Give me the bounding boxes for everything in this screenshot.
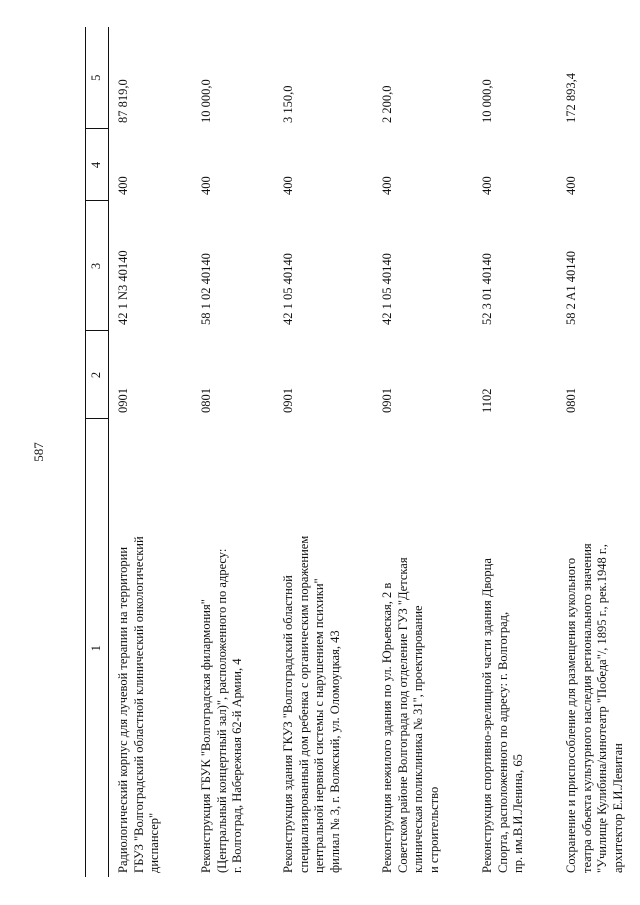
budget-table [85, 27, 640, 877]
name-line: Советском районе Волгограда под отделение ГУЗ "Детская [395, 557, 410, 873]
name-line: Реконструкция ГБУК "Волгоградская филармония" [199, 599, 213, 873]
expense-type-code: 400 [116, 176, 130, 195]
name-line: театра объекта культурного наследия регионального значения [579, 543, 594, 873]
name-line: архитектор Е.И.Левитан [610, 743, 625, 873]
name-line: (Центральный концертный зал)", расположенного по адресу: [214, 548, 229, 873]
name-line: пр. им.В.И.Ленина, 65 [511, 754, 525, 873]
object-name [373, 419, 473, 877]
amount: 10 000,0 [480, 79, 494, 123]
section-code: 0901 [380, 388, 394, 413]
name-line: "Училище Кулибина/кинотеатр "Победа"/, 1895 г., рек.1948 г., [595, 544, 609, 873]
name-line: Реконструкция здания ГКУЗ "Волгоградский областной [281, 575, 295, 873]
expense-type-code: 400 [380, 176, 394, 195]
section-code: 0801 [564, 388, 578, 413]
expense-type-code: 400 [199, 176, 213, 195]
table-row [274, 27, 373, 877]
name-line: ГБУЗ "Волгоградский областной клинический онкологический [131, 536, 146, 873]
section-code: 1102 [480, 388, 494, 413]
expense-type-code: 400 [564, 176, 578, 195]
object-name [274, 419, 373, 877]
amount: 10 000,0 [199, 79, 213, 123]
table-header [86, 27, 109, 877]
target-article-code: 42 1 05 40140 [281, 253, 295, 325]
header-col-5: 5 [86, 27, 109, 129]
page-number: 587 [31, 442, 46, 462]
name-line: Реконструкция спортивно-зрелищной части здания Дворца [480, 558, 494, 873]
object-name [192, 419, 274, 877]
target-article-code: 58 1 02 40140 [199, 253, 213, 325]
object-name [473, 419, 557, 877]
section-code: 0901 [281, 388, 295, 413]
name-line: филиал № 3, г. Волжский, ул. Оломоуцкая, 43 [327, 630, 342, 873]
target-article-code: 42 1 05 40140 [380, 253, 394, 325]
table-row [192, 27, 274, 877]
target-article-code: 42 1 N3 40140 [116, 250, 130, 325]
name-line: специализированный дом ребенка с органическим поражением [296, 535, 311, 873]
section-code: 0901 [116, 388, 130, 413]
object-name [557, 419, 640, 877]
amount: 3 150,0 [281, 85, 295, 123]
table-row [109, 27, 193, 877]
table-row [473, 27, 557, 877]
target-article-code: 52 3 01 40140 [480, 253, 494, 325]
expense-type-code: 400 [480, 176, 494, 195]
header-row [86, 27, 109, 877]
table-body [109, 27, 640, 877]
object-name [109, 419, 193, 877]
name-line: Радиологический корпус для лучевой терапии на территории [116, 546, 130, 873]
section-code: 0801 [199, 388, 213, 413]
name-line: и строительство [426, 786, 441, 873]
table-row [557, 27, 640, 877]
amount: 172 893,4 [564, 73, 578, 123]
name-line: центральной нервной системы с нарушением психики" [312, 578, 326, 873]
name-line: Сохранение и приспособление для размещения кукольного [564, 557, 578, 873]
target-article-code: 58 2 A1 40140 [564, 251, 578, 325]
name-line: Спорта, расположенного по адресу: г. Волгоград, [495, 611, 510, 873]
name-line: клиническая поликлиника № 31", проектирование [411, 605, 425, 873]
amount: 87 819,0 [116, 79, 130, 123]
header-col-4: 4 [86, 129, 109, 201]
header-col-3: 3 [86, 201, 109, 331]
rotated-document-page [31, 27, 640, 877]
expense-type-code: 400 [281, 176, 295, 195]
amount: 2 200,0 [380, 85, 394, 123]
header-col-2: 2 [86, 331, 109, 419]
table-row [373, 27, 473, 877]
name-line: г. Волгоград, Набережная 62-й Армии, 4 [230, 658, 244, 873]
name-line: диспансер" [147, 812, 161, 873]
header-col-1: 1 [86, 419, 109, 877]
name-line: Реконструкция нежилого здания по ул. Юрьевская, 2 в [380, 582, 394, 873]
